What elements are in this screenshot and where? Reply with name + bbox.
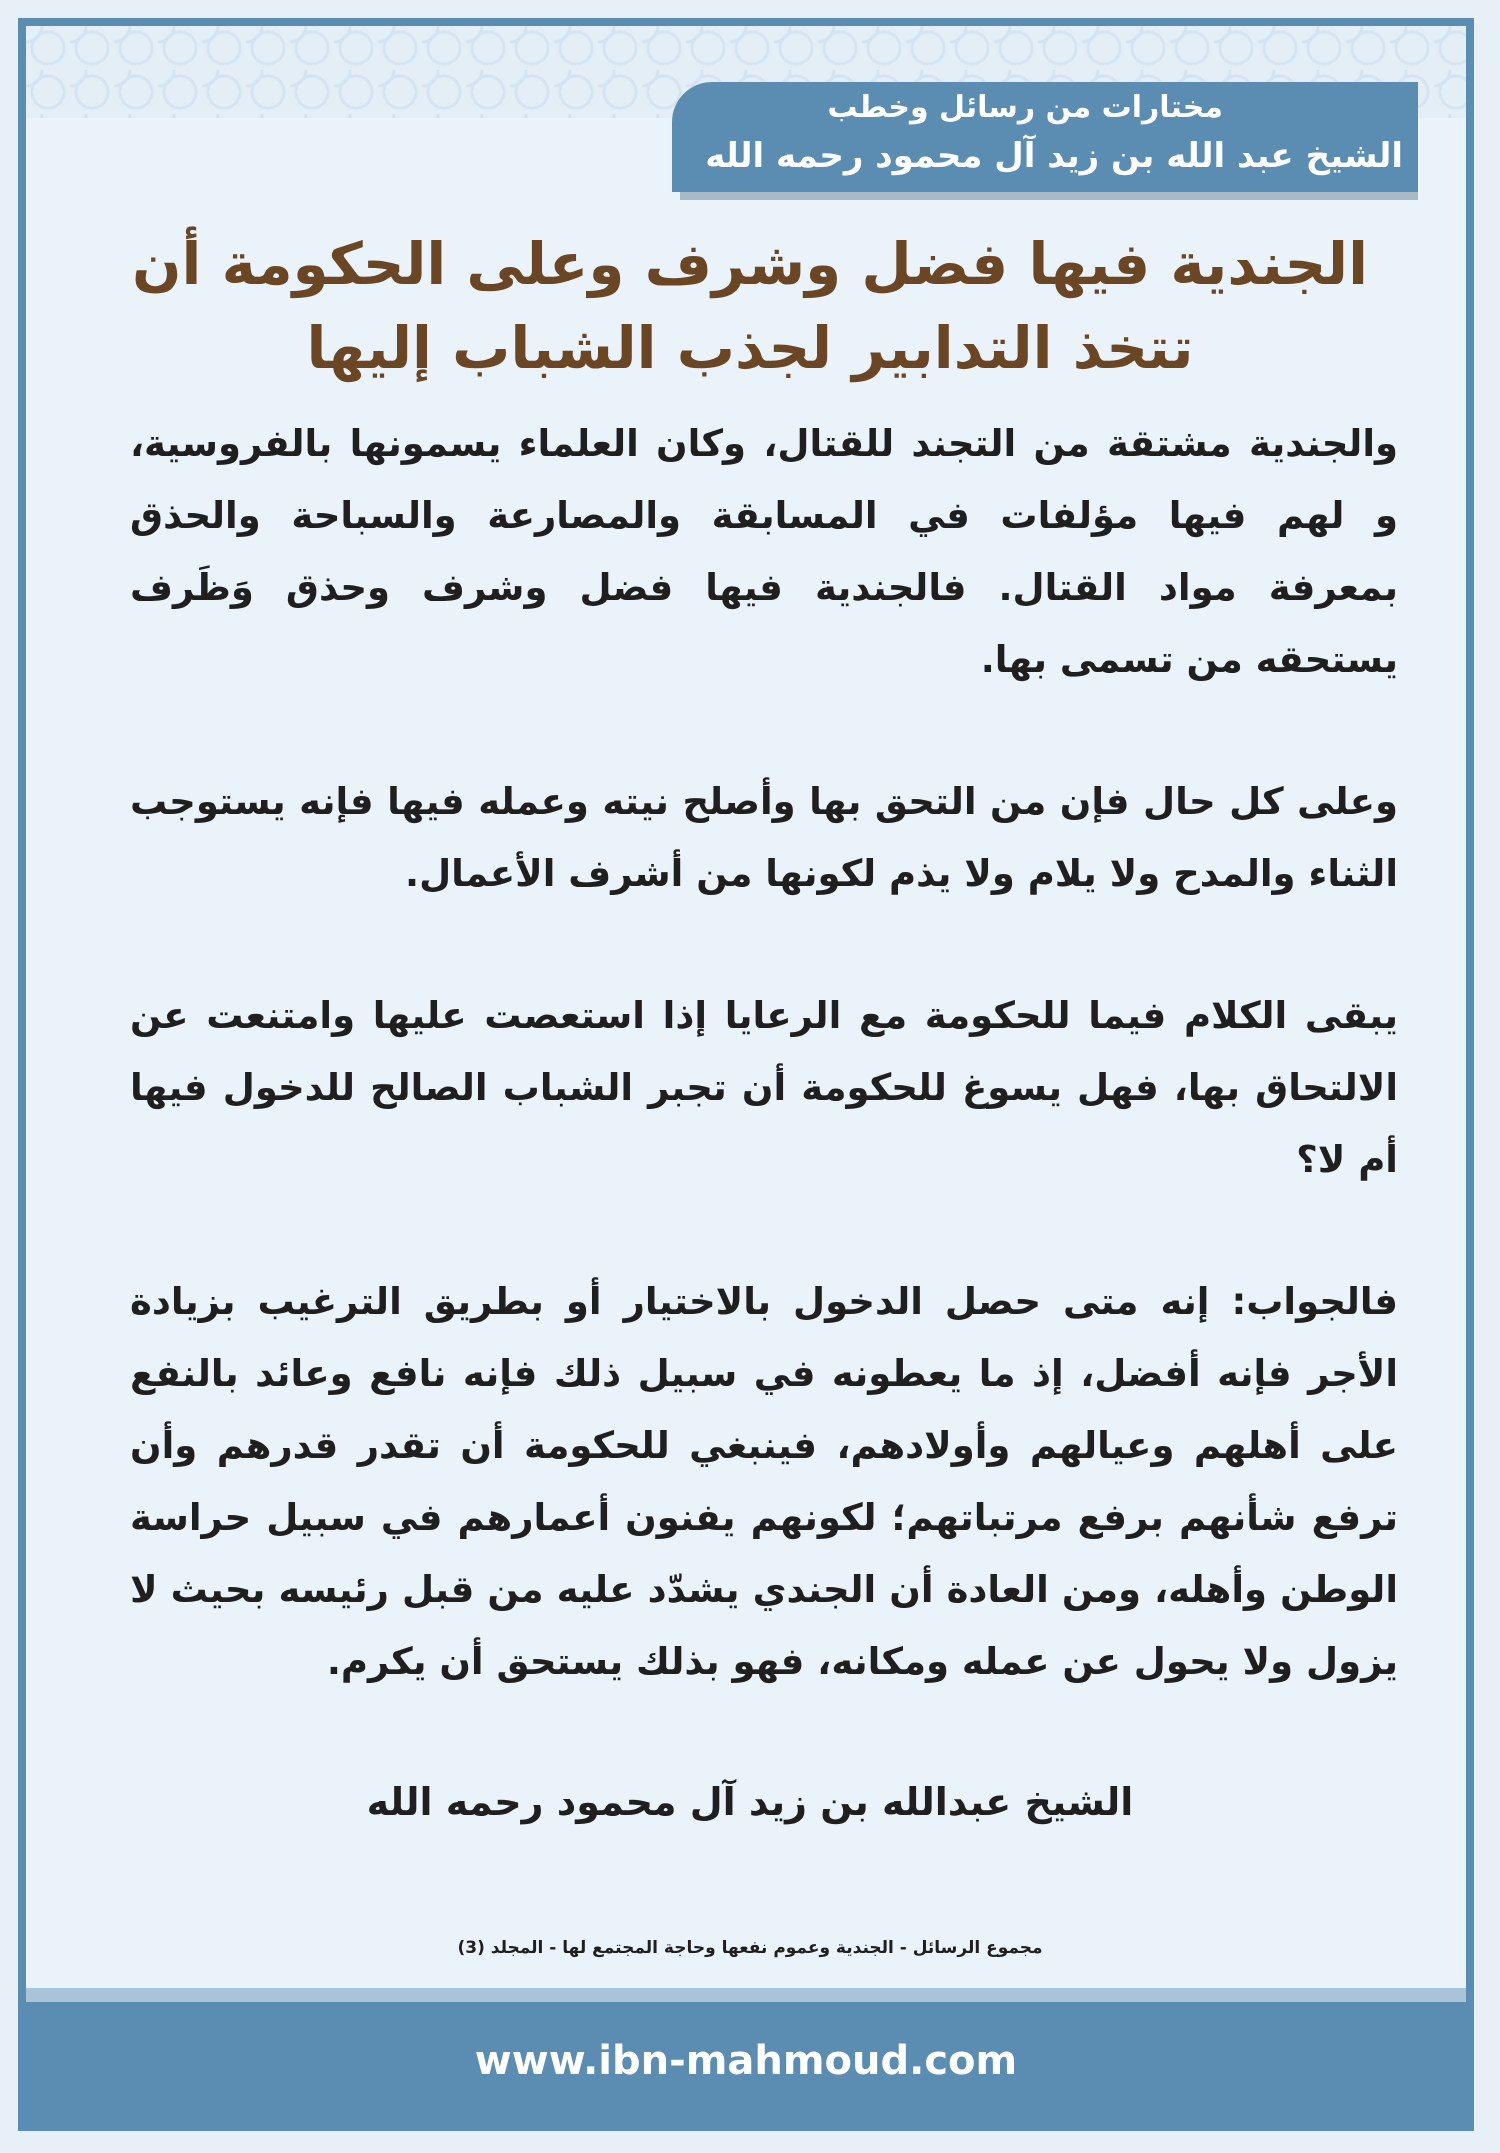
paragraph-2: وعلى كل حال فإن من التحق بها وأصلح نيته وعمله فيها فإنه يستوجب الثناء والمدح ولا يلام ولا يذم لكونها من أشرف الأعمال. [130,780,1398,895]
footer-strip [26,1988,1466,2002]
footer-bar [26,2002,1466,2123]
article-body [130,408,1398,1768]
header-banner [672,82,1418,192]
paragraph-4: فالجواب: إنه متى حصل الدخول بالاختيار أو بطريق الترغيب بزيادة الأجر فإنه أفضل، إذ ما يعطونه في سبيل ذلك فإنه نافع وعائد بالنفع على أهلهم وعيالهم وأولادهم، فينبغي للحكومة أن تقدر قدرهم وأن ترفع شأنهم برفع مرتباتهم؛ لكونهم يفنون أعمارهم في سبيل حراسة الوطن وأهله، ومن العادة أن الجندي يشدّد عليه من قبل رئيسه بحيث لا يزول ولا يحول عن عمله ومكانه، فهو بذلك يستحق أن يكرم. [130,1280,1398,1683]
header-subtitle: مختارات من رسائل وخطب [827,90,1223,125]
source-citation: مجموع الرسائل - الجندية وعموم نفعها وحاجة المجتمع لها - المجلد (3) [457,1938,1043,1958]
website-link[interactable]: www.ibn-mahmoud.com [474,2038,1018,2084]
signature: الشيخ عبدالله بن زيد آل محمود رحمه الله [366,1780,1134,1824]
paragraph-1: والجندية مشتقة من التجند للقتال، وكان العلماء يسمونها بالفروسية، و لهم فيها مؤلفات في المسابقة والمصارعة والسباحة والحذق بمعرفة مواد القتال. فالجندية فيها فضل وشرف وحذق وَظَرف يستحقه من تسمى بها. [130,422,1398,681]
header-author: الشيخ عبد الله بن زيد آل محمود رحمه الله [705,136,1403,176]
paragraph-3: يبقى الكلام فيما للحكومة مع الرعايا إذا استعصت عليها وامتنعت عن الالتحاق بها، فهل يسوغ للحكومة أن تجبر الشباب الصالح للدخول فيها أم لا؟ [130,994,1398,1181]
article-title: الجندية فيها فضل وشرف وعلى الحكومة أن تتخذ التدابير لجذب الشباب إليها [132,230,1368,382]
